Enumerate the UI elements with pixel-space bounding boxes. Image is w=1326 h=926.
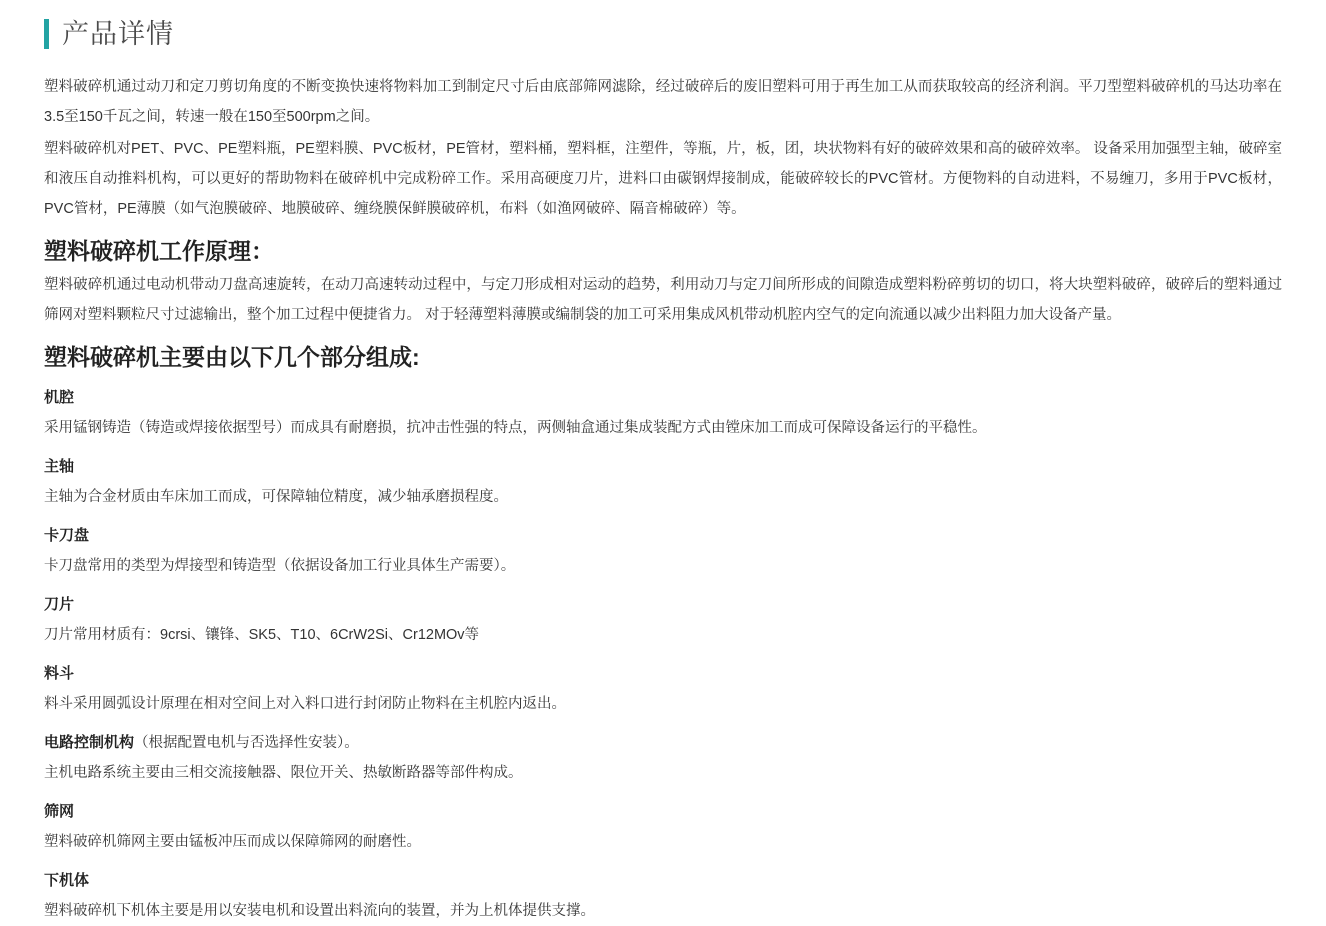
component-desc: 采用锰钢铸造（铸造或焊接依据型号）而成具有耐磨损，抗冲击性强的特点，两侧轴盒通过集成装配方式由镗床加工而成可保障设备运行的平稳性。 xyxy=(44,420,987,436)
component-name xyxy=(44,661,1282,687)
component-block xyxy=(44,799,1282,857)
component-desc: 料斗采用圆弧设计原理在相对空间上对入料口进行封闭防止物料在主机腔内返出。 xyxy=(44,696,566,712)
component-name xyxy=(44,523,1282,549)
page-title: 产品详情 xyxy=(62,19,174,49)
accent-bar xyxy=(44,19,49,49)
component-desc: 卡刀盘常用的类型为焊接型和铸造型（依据设备加工行业具体生产需要）。 xyxy=(44,558,516,574)
principle-paragraph: 塑料破碎机通过电动机带动刀盘高速旋转，在动刀高速转动过程中，与定刀形成相对运动的趋势，利用动刀与定刀间所形成的间隙造成塑料粉碎剪切的切口，将大块塑料破碎，破碎后的塑料通过筛网对塑料颗粒尺寸过滤输出，整个加工过程中便捷省力。 对于轻薄塑料薄膜或编制袋的加工可采用集成风机带动机腔内空气的定向流通以减少出料阻力加大设备产量。 xyxy=(44,277,1282,323)
component-block xyxy=(44,592,1282,650)
component-desc: 刀片常用材质有：9crsi、镶锋、SK5、T10、6CrW2Si、Cr12MOv等 xyxy=(44,627,480,643)
components-heading: 塑料破碎机主要由以下几个部分组成: xyxy=(44,344,420,370)
section-header xyxy=(44,0,1282,56)
component-name-text: 机腔 xyxy=(44,389,75,406)
component-block xyxy=(44,385,1282,443)
component-name-suffix: （根据配置电机与否选择性安装）。 xyxy=(134,735,359,751)
component-block xyxy=(44,523,1282,581)
component-desc: 塑料破碎机下机体主要是用以安装电机和设置出料流向的装置，并为上机体提供支撑。 xyxy=(44,903,595,919)
component-block xyxy=(44,661,1282,719)
component-name xyxy=(44,730,1282,756)
component-name xyxy=(44,868,1282,894)
component-block xyxy=(44,868,1282,926)
component-name xyxy=(44,592,1282,618)
component-name-text: 下机体 xyxy=(44,872,90,889)
component-name-text: 主轴 xyxy=(44,458,75,475)
component-name-text: 刀片 xyxy=(44,596,75,613)
principle-heading: 塑料破碎机工作原理： xyxy=(44,238,274,264)
component-name xyxy=(44,385,1282,411)
intro-paragraph-1: 塑料破碎机通过动刀和定刀剪切角度的不断变换快速将物料加工到制定尺寸后由底部筛网滤除，经过破碎后的废旧塑料可用于再生加工从而获取较高的经济利润。平刀型塑料破碎机的马达功率在3.5至150千瓦之间，转速一般在150至500rpm之间。 xyxy=(44,79,1282,125)
component-block xyxy=(44,454,1282,512)
component-name xyxy=(44,454,1282,480)
component-name-text: 料斗 xyxy=(44,665,75,682)
component-desc: 塑料破碎机筛网主要由锰板冲压而成以保障筛网的耐磨性。 xyxy=(44,834,421,850)
component-desc: 主机电路系统主要由三相交流接触器、限位开关、热敏断路器等部件构成。 xyxy=(44,765,523,781)
component-name xyxy=(44,799,1282,825)
component-name-text: 筛网 xyxy=(44,803,75,820)
component-block xyxy=(44,730,1282,788)
component-name-text: 卡刀盘 xyxy=(44,527,90,544)
intro-paragraph-2: 塑料破碎机对PET、PVC、PE塑料瓶，PE塑料膜、PVC板材，PE管材，塑料桶，塑料框，注塑件，等瓶，片，板，团，块状物料有好的破碎效果和高的破碎效率。 设备采用加强型主轴，破碎室和液压自动推料机构，可以更好的帮助物料在破碎机中完成粉碎工作。采用高硬度刀片，进料口由碳钢焊接制成，能破碎较长的PVC管材。方便物料的自动进料，不易缠刀，多用于PVC板材，PVC管材，PE薄膜（如气泡膜破碎、地膜破碎、缠绕膜保鲜膜破碎机，布料（如渔网破碎、隔音棉破碎）等。 xyxy=(44,141,1282,217)
detail-content xyxy=(44,56,1282,926)
component-name-text: 电路控制机构 xyxy=(44,734,135,751)
component-desc: 主轴为合金材质由车床加工而成，可保障轴位精度，减少轴承磨损程度。 xyxy=(44,489,508,505)
